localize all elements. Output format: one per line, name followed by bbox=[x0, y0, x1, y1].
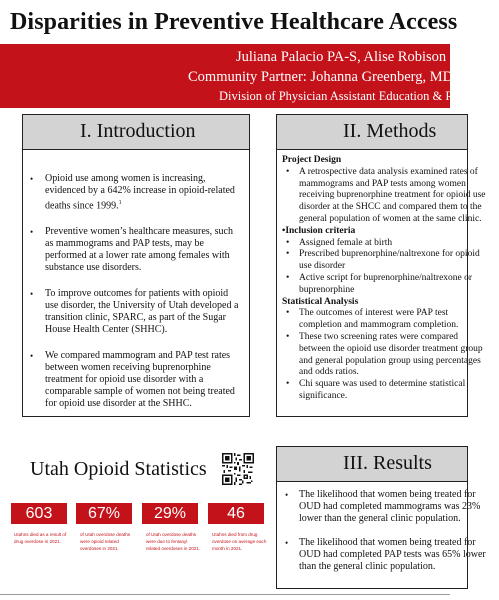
divider bbox=[0, 594, 450, 595]
citation: 1 bbox=[118, 200, 122, 206]
list-item: • We compared mammogram and PAP test rates between women receiving buprenorphine treatment for opioid use disorder with a comparable sample of women not being treated for opioid use disorder at the SHHC. bbox=[45, 350, 242, 410]
stat-value-deaths: 603 bbox=[11, 503, 67, 524]
analysis-list bbox=[282, 308, 492, 402]
list-item: • Prescribed buprenorphine/naltrexone for opioid use disorder bbox=[299, 249, 492, 273]
introduction-panel bbox=[22, 114, 250, 417]
inclusion-label: •Inclusion criteria bbox=[282, 225, 356, 236]
list-item: • The likelihood that women being treated for OUD had completed mammograms was 23% lower than the general clinic population. bbox=[299, 489, 499, 525]
list-item: • To improve outcomes for patients with opioid use disorder, the University of Utah developed a transition clinic, SPARC, as part of the Sugar House Health Center (SHHC). bbox=[45, 288, 242, 336]
poster-title: Disparities in Preventive Healthcare Access bbox=[10, 9, 458, 35]
authors: Juliana Palacio PA-S, Alise Robison PA-S bbox=[236, 49, 480, 65]
list-item: • These two screening rates were compared between the opioid use disorder treatment group and general population group using percentages and odds ratios. bbox=[299, 332, 492, 379]
results-panel bbox=[276, 446, 486, 589]
introduction-heading: I. Introduction bbox=[80, 120, 196, 142]
stat-value-fentanyl-share: 29% bbox=[142, 503, 198, 524]
inclusion-list bbox=[282, 238, 492, 297]
author-banner bbox=[0, 44, 492, 108]
list-item: • A retrospective data analysis examined rates of mammograms and PAP tests among women receiving buprenorphine treatment for opioid use disorder at the SHCC and compared them to the general population of women at the same clinic. bbox=[299, 167, 492, 226]
methods-panel bbox=[276, 114, 486, 417]
stat-caption: of Utah overdose deaths were due to fentanyl related overdoses in 2021. bbox=[146, 532, 201, 552]
list-item: • Assigned female at birth bbox=[299, 238, 492, 250]
stats-heading: Utah Opioid Statistics bbox=[30, 458, 207, 480]
list-item: • Active script for buprenorphine/naltrexone or buprenorphine bbox=[299, 273, 492, 297]
qr-code-icon[interactable] bbox=[222, 453, 254, 485]
analysis-label: Statistical Analysis bbox=[282, 296, 359, 307]
introduction-list bbox=[23, 173, 242, 424]
list-item: • The outcomes of interest were PAP test completion and mammogram completion. bbox=[299, 308, 492, 332]
stat-caption: Utahns died as a result of drug overdose in 2021. bbox=[14, 532, 67, 545]
methods-heading: II. Methods bbox=[343, 120, 437, 142]
list-item: • Chi square was used to determine statistical significance. bbox=[299, 379, 492, 403]
results-list bbox=[277, 489, 499, 585]
project-design-list bbox=[282, 167, 492, 226]
list-item: • Preventive women’s healthcare measures, such as mammograms and PAP tests, may be performed at a lower rate among females with substance use disorders. bbox=[45, 226, 242, 274]
list-item: • The likelihood that women being treated for OUD had completed PAP tests was 65% lower than the general clinic population. bbox=[299, 537, 499, 573]
community-partner: Community Partner: Johanna Greenberg, MD bbox=[188, 69, 454, 85]
project-design-label: Project Design bbox=[282, 155, 342, 165]
stat-caption: Utahns died from drug overdose on average each month in 2021. bbox=[212, 532, 267, 552]
methods-header bbox=[277, 115, 467, 150]
results-header bbox=[277, 447, 467, 482]
stat-value-opioid-share: 67% bbox=[76, 503, 132, 524]
methods-body bbox=[282, 155, 492, 403]
results-heading: III. Results bbox=[343, 452, 432, 474]
introduction-header bbox=[23, 115, 249, 150]
list-item: • Opioid use among women is increasing, evidenced by a 642% increase in opioid-related deaths since 1999.$^1$ bbox=[45, 173, 242, 212]
stat-caption: of Utah overdose deaths were opioid related overdoses in 2021. bbox=[80, 532, 131, 552]
stat-value-monthly: 46 bbox=[208, 503, 264, 524]
division: Division of Physician Assistant Education & Research bbox=[219, 89, 492, 103]
